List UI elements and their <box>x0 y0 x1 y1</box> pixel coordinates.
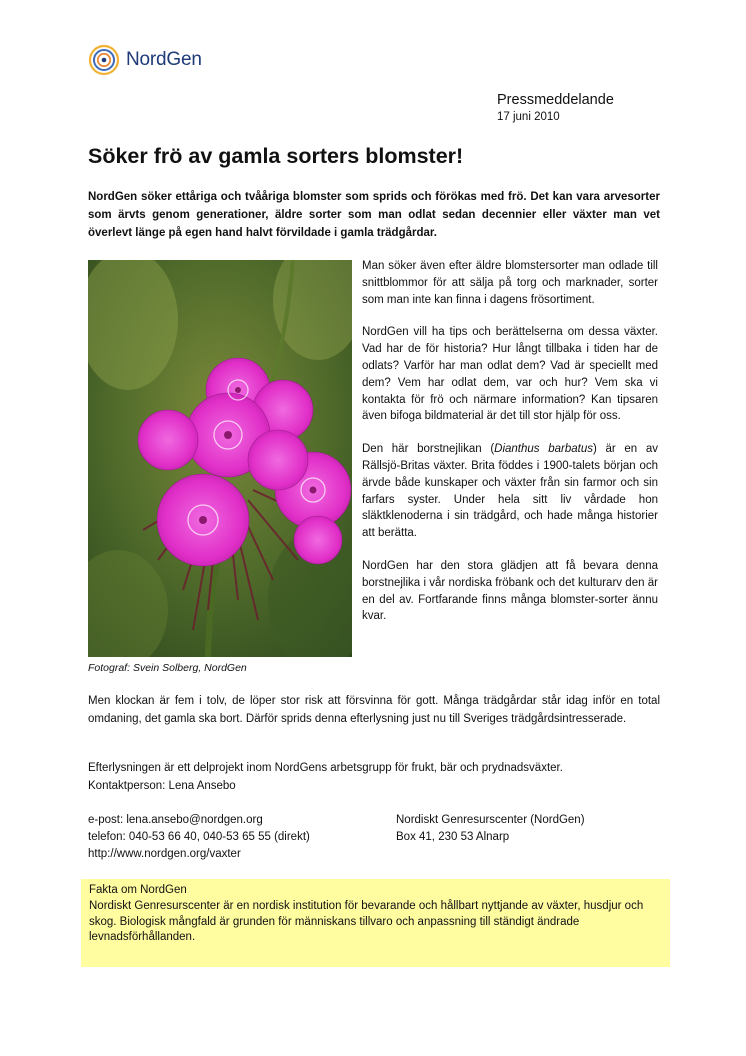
document-type: Pressmeddelande <box>497 92 614 108</box>
postal-address: Box 41, 230 53 Alnarp <box>396 830 510 843</box>
page-title: Söker frö av gamla sorters blomster! <box>88 144 464 168</box>
phone-text: telefon: 040-53 66 40, 040-53 65 55 (direkt) <box>88 830 310 843</box>
paragraph-1: Man söker även efter äldre blomstersorter man odlade till snittblommor för att sälja på torg och marknader, sorter som man inte kan finna i dagens frösortiment. <box>362 260 658 306</box>
latin-name: Dianthus barbatus <box>494 443 593 456</box>
website-link[interactable]: http://www.nordgen.org/vaxter <box>88 847 241 860</box>
paragraph-5: Men klockan är fem i tolv, de löper stor risk att försvinna för gott. Många trädgårdar står idag inför en total omdaning, det gamla ska bort. Därför sprids denna efterlysning just nu till Sveriges trädgårdsintresserade. <box>88 695 660 725</box>
fact-box <box>81 879 670 967</box>
lead-paragraph: NordGen söker ettåriga och tvååriga blomster som sprids och förökas med frö. Det kan vara arvesorter som ärvts genom generationer, äldre sorter som man odlat sedan decennier eller växter man vet överlevt länge på egen hand halvt förvildade i gamla trädgårdar. <box>88 191 660 239</box>
paragraph-4: NordGen har den stora glädjen att få bevara denna borstnejlika i vår nordiska fröbank och det kulturarv den är en del av. Fortfarande finns många blomster-sorter ännu kvar. <box>362 559 658 623</box>
organization-name: Nordiskt Genresurscenter (NordGen) <box>396 814 585 826</box>
contact-person: Kontaktperson: Lena Ansebo <box>88 779 236 792</box>
email-text: e-post: lena.ansebo@nordgen.org <box>88 814 263 826</box>
document-date: 17 juni 2010 <box>497 111 560 123</box>
paragraph-3 <box>362 441 658 542</box>
nordgen-logo-icon <box>88 44 120 76</box>
nordgen-logo <box>88 44 202 76</box>
fact-box-text: Nordiskt Genresurscenter är en nordisk institution för bevarande och hållbart nyttjande av växter, husdjur och skog. Biologisk mångfald är grunden för människans tillvaro och anpassning till ständigt ändrade levnadsförhållanden. <box>89 899 644 944</box>
paragraph-3-pre: Den här borstnejlikan ( <box>362 443 495 456</box>
photo-caption: Fotograf: Svein Solberg, NordGen <box>88 662 247 674</box>
paragraph-2: NordGen vill ha tips och berättelserna om dessa växter. Vad har de för historia? Hur långt tillbaka i tiden har de odlats? Varför har man odlat dem? Vad är speciellt med dem? Vem har odlat dem, var och hur? Vem ska vi kontakta för frö och närmare information? Kan tipsaren även bifoga bildmaterial är det till stor hjälp för oss. <box>362 326 658 423</box>
paragraph-6-block <box>88 760 660 795</box>
organization-address <box>396 812 585 846</box>
paragraph-3-post: ) är en av Rällsjö-Britas växter. Brita föddes i 1900-talets början och ärvde både kunskaper och växter från sin farmor och sin farfars syster. Under hela sitt liv vårdade hon släktklenoderna i sin trädgård, och hade många historier att berätta. <box>362 443 659 540</box>
paragraph-6-line-1: Efterlysningen är ett delprojekt inom NordGens arbetsgrupp för frukt, bär och prydnadsväxter. <box>88 762 563 774</box>
logo-text: NordGen <box>126 49 202 70</box>
body-column <box>362 258 658 641</box>
fact-box-heading: Fakta om NordGen <box>89 884 187 896</box>
flower-photo <box>88 260 352 657</box>
paragraph-5-block <box>88 693 660 728</box>
contact-details <box>88 812 310 862</box>
